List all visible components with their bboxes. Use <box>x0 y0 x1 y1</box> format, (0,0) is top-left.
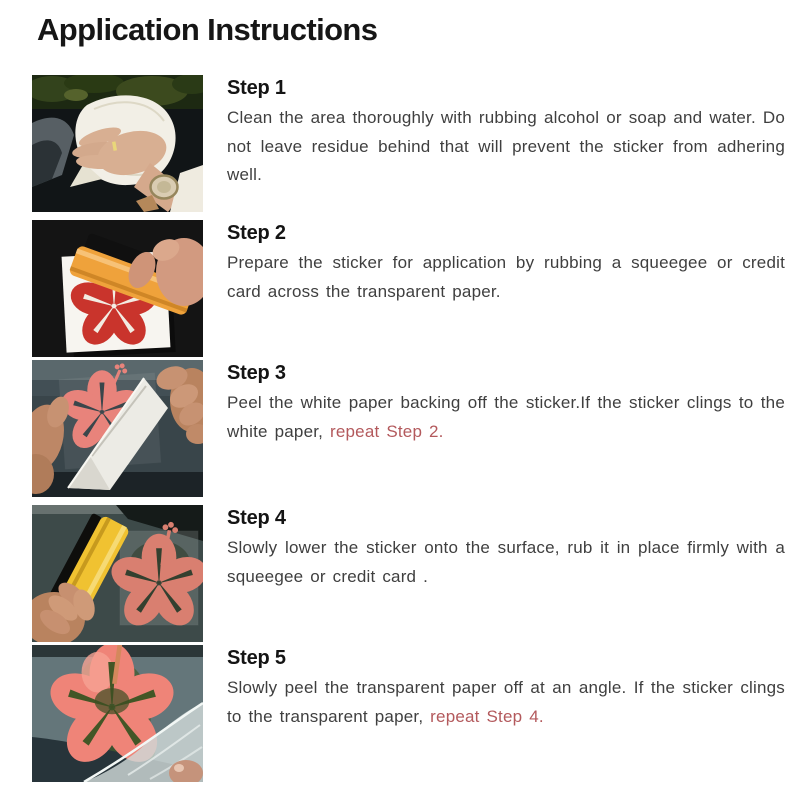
step-4-description <box>227 534 785 591</box>
step-3-description <box>227 389 785 446</box>
step-3-title: Step 3 <box>227 362 286 384</box>
step-1-copy <box>227 76 785 190</box>
photo-step-3-peel-backing <box>32 360 203 497</box>
step-5-section <box>0 645 800 785</box>
step-5-repeat-note: repeat Step 4. <box>430 706 544 726</box>
step-1-section <box>0 75 800 215</box>
step-3-copy <box>227 361 785 446</box>
step-2-copy <box>227 221 785 306</box>
step-4-section <box>0 505 800 645</box>
step-1-description <box>227 104 785 190</box>
step-1-title: Step 1 <box>227 77 286 99</box>
step-2-description <box>227 249 785 306</box>
step-3-section <box>0 360 800 500</box>
step-5-description <box>227 674 785 731</box>
step-5-body-text: Slowly peel the transparent paper off at an angle. If the sticker clings to the transparent paper, <box>227 678 785 726</box>
photo-step-5-peel-transfer-paper <box>32 645 203 782</box>
step-4-title: Step 4 <box>227 507 286 529</box>
step-1-body-text: Clean the area thoroughly with rubbing alcohol or soap and water. Do not leave residue behind that will prevent the sticker from adhering well. <box>227 108 785 184</box>
step-5-copy <box>227 646 785 731</box>
step-2-body-text: Prepare the sticker for application by rubbing a squeegee or credit card across the transparent paper. <box>227 253 785 301</box>
photo-step-4-apply-sticker <box>32 505 203 642</box>
photo-step-1-wipe-surface <box>32 75 203 212</box>
page-title: Application Instructions <box>37 12 378 47</box>
step-3-body-text: Peel the white paper backing off the sticker.If the sticker clings to the white paper, <box>227 393 785 441</box>
photo-step-2-squeegee-sticker <box>32 220 203 357</box>
step-5-title: Step 5 <box>227 647 286 669</box>
step-2-section <box>0 220 800 360</box>
step-4-copy <box>227 506 785 591</box>
step-4-body-text: Slowly lower the sticker onto the surface, rub it in place firmly with a squeegee or credit card . <box>227 538 785 586</box>
step-2-title: Step 2 <box>227 222 286 244</box>
step-3-repeat-note: repeat Step 2. <box>330 421 444 441</box>
